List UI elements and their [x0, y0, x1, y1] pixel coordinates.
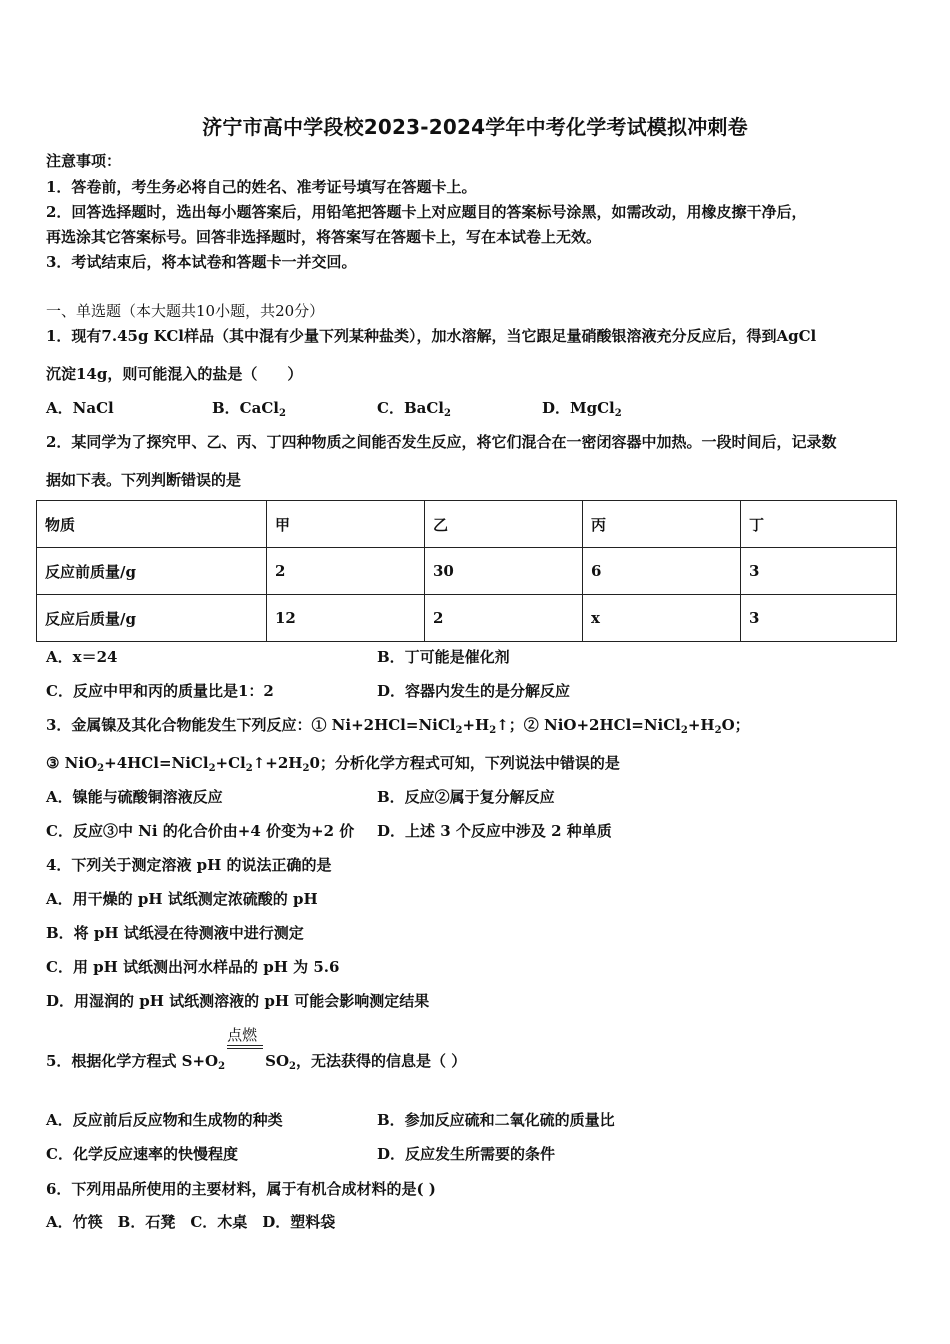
table-cell: 6: [583, 548, 741, 595]
q1-option-a: A．NaCl: [46, 399, 114, 417]
notice-item-2: 2．回答选择题时，选出每小题答案后，用铅笔把答题卡上对应题目的答案标号涂黑，如需改动，用橡皮擦干净后，: [46, 203, 807, 221]
q4-option-d: D．用湿润的 pH 试纸测溶液的 pH 可能会影响测定结果: [46, 992, 430, 1010]
table-cell: 反应后质量/g: [37, 595, 267, 642]
table-row: [37, 595, 897, 642]
table-cell: 2: [267, 548, 425, 595]
notice-item-1: 1．答卷前，考生务必将自己的姓名、准考证号填写在答题卡上。: [46, 178, 477, 196]
table-row: [37, 501, 897, 548]
notice-item-3: 3．考试结束后，将本试卷和答题卡一并交回。: [46, 253, 357, 271]
table-cell: 反应前质量/g: [37, 548, 267, 595]
table-cell: 3: [741, 548, 897, 595]
table-cell: x: [583, 595, 741, 642]
q3-option-c: C．反应③中 Ni 的化合价由+4 价变为+2 价: [46, 822, 355, 840]
notice-heading: 注意事项：: [46, 152, 122, 170]
q4-stem: 4．下列关于测定溶液 pH 的说法正确的是: [46, 856, 332, 874]
notice-item-2-cont: 再选涂其它答案标号。回答非选择题时，将答案写在答题卡上，写在本试卷上无效。: [46, 228, 602, 246]
q3-option-d: D．上述 3 个反应中涉及 2 种单质: [377, 822, 612, 840]
condition-label: 点燃: [227, 1026, 258, 1044]
table-cell: 丙: [583, 501, 741, 548]
q5-option-d: D．反应发生所需要的条件: [377, 1145, 556, 1163]
q3-option-a: A．镍能与硫酸铜溶液反应: [46, 788, 223, 806]
table-cell: 2: [425, 595, 583, 642]
table-cell: 3: [741, 595, 897, 642]
section-heading: 一、单选题（本大题共10小题，共20分）: [46, 302, 325, 320]
q2-option-a: A．x＝24: [46, 648, 118, 666]
table-cell: 丁: [741, 501, 897, 548]
q5-stem: 5．根据化学方程式 $S+O_2$ 点燃 $SO_2$，无法获得的信息是（ ）: [46, 1026, 467, 1072]
reaction-condition: [225, 1026, 265, 1071]
q5-option-a: A．反应前后反应物和生成物的种类: [46, 1111, 283, 1129]
table-cell: 30: [425, 548, 583, 595]
q2-option-b: B．丁可能是催化剂: [377, 648, 510, 666]
q5-option-b: B．参加反应硫和二氧化硫的质量比: [377, 1111, 615, 1129]
q2-stem-line1: 2．某同学为了探究甲、乙、丙、丁四种物质之间能否发生反应，将它们混合在一密闭容器中加热。一段时间后，记录数: [46, 433, 837, 451]
q4-option-c: C．用 pH 试纸测出河水样品的 pH 为 5.6: [46, 958, 340, 976]
q4-option-b: B．将 pH 试纸浸在待测液中进行测定: [46, 924, 304, 942]
table-cell: 物质: [37, 501, 267, 548]
table-cell: 甲: [267, 501, 425, 548]
q6-stem: 6．下列用品所使用的主要材料，属于有机合成材料的是( ): [46, 1180, 436, 1198]
table-row: [37, 548, 897, 595]
q3-stem-line2: ③ $NiO_2+4HCl=NiCl_2+Cl_2↑+2H_20$；分析化学方程式可知，下列说法中错误的是: [46, 754, 620, 774]
q1-option-b: B．CaCl$_2$: [212, 399, 286, 419]
q1-stem-line1: 1．现有7.45g KCl样品（其中混有少量下列某种盐类），加水溶解，当它跟足量硝酸银溶液充分反应后，得到AgCl: [46, 327, 817, 345]
q1-stem-line2: 沉淀14g，则可能混入的盐是（ ）: [46, 365, 303, 383]
q4-option-a: A．用干燥的 pH 试纸测定浓硫酸的 pH: [46, 890, 318, 908]
table-cell: 乙: [425, 501, 583, 548]
table-cell: 12: [267, 595, 425, 642]
page-title: 济宁市高中学段校2023-2024学年中考化学考试模拟冲刺卷: [202, 115, 748, 139]
equals-bar-top: [227, 1045, 263, 1046]
q5-option-c: C．化学反应速率的快慢程度: [46, 1145, 238, 1163]
q1-option-c: C．BaCl$_2$: [377, 399, 451, 419]
q2-option-c: C．反应中甲和丙的质量比是1：2: [46, 682, 274, 700]
q2-option-d: D．容器内发生的是分解反应: [377, 682, 571, 700]
mass-table: [36, 500, 897, 642]
q2-stem-line2: 据如下表。下列判断错误的是: [46, 471, 242, 489]
q3-option-b: B．反应②属于复分解反应: [377, 788, 555, 806]
q3-stem-line1: 3．金属镍及其化合物能发生下列反应：① $Ni+2HCl=NiCl_2+H_2↑$；② $NiO+2HCl=NiCl_2+H_2O$；: [46, 716, 750, 736]
q6-options: A．竹筷 B．石凳 C．木桌 D．塑料袋: [46, 1213, 336, 1231]
q1-option-d: D．MgCl$_2$: [542, 399, 622, 419]
equals-bar-bottom: [227, 1048, 263, 1049]
